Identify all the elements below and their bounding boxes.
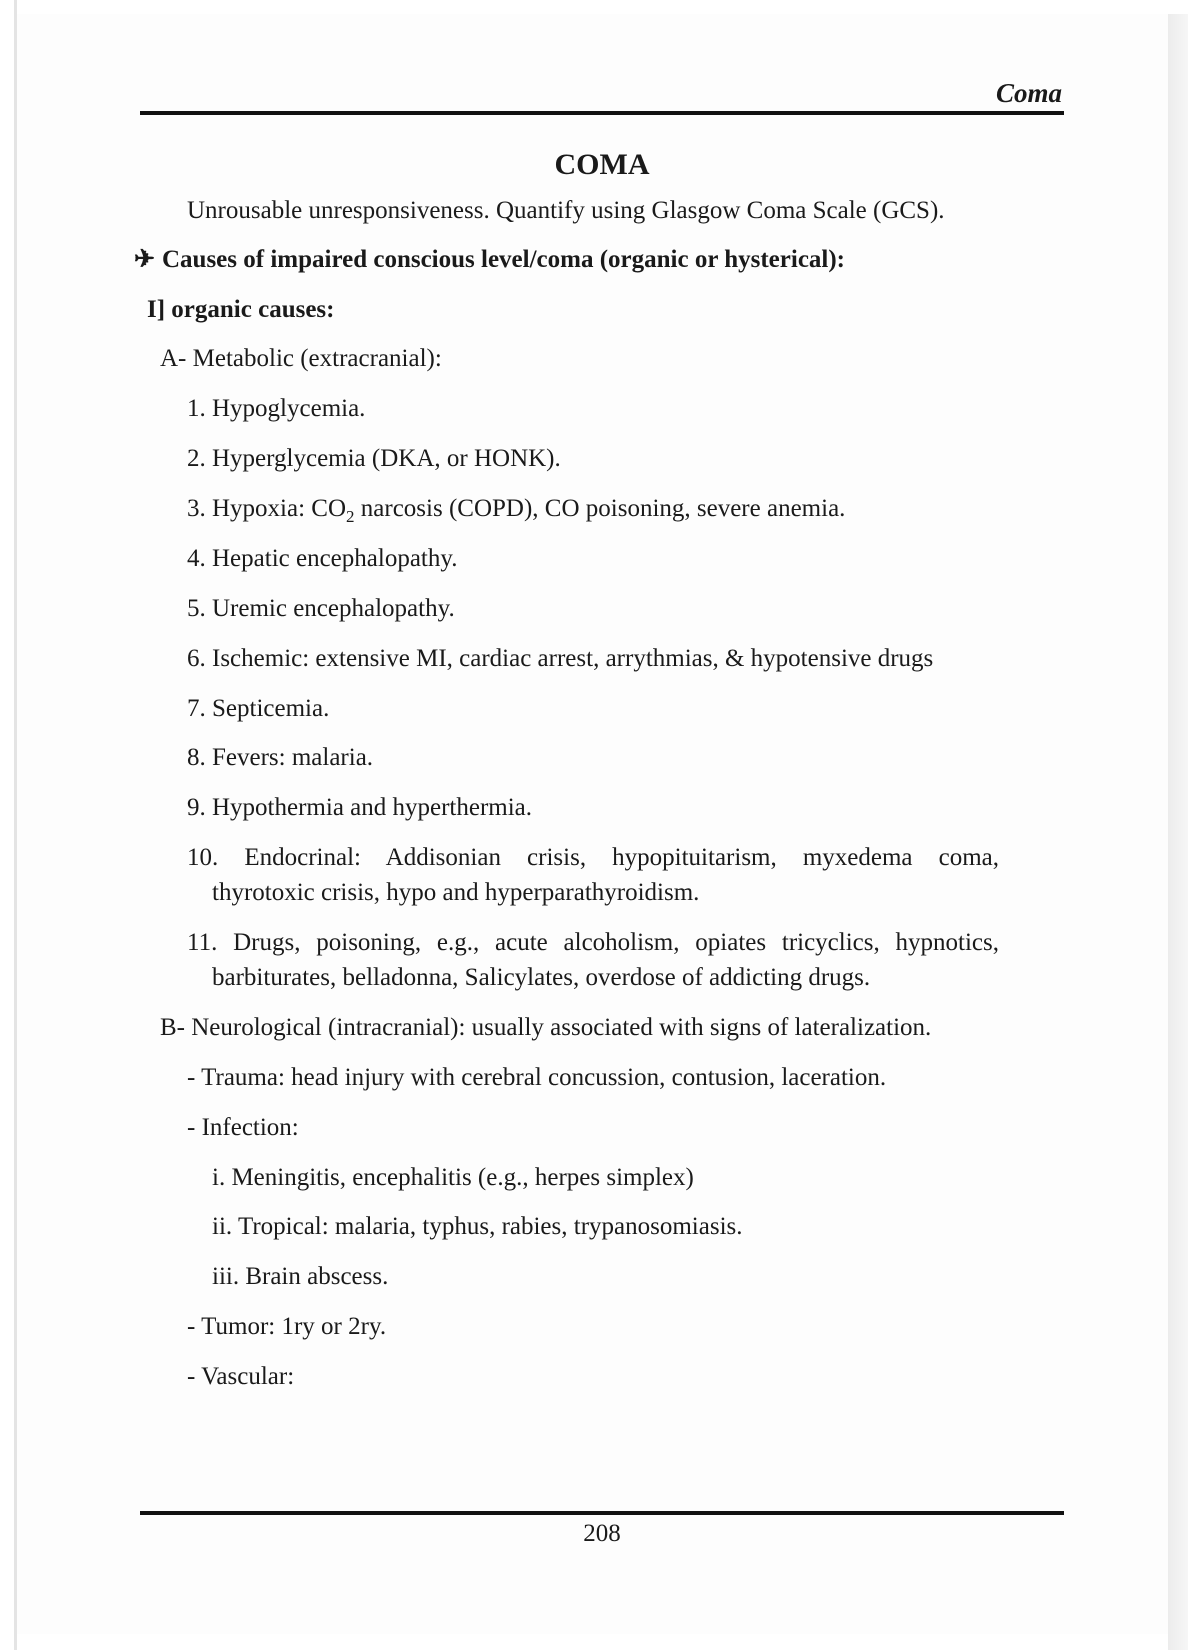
infection-item: - Infection: <box>187 1114 299 1141</box>
list-item-endocrinal-line2: thyrotoxic crisis, hypo and hyperparathyroidism. <box>212 879 700 906</box>
list-item: 1. Hypoglycemia. <box>187 395 366 422</box>
sub-list-item: iii. Brain abscess. <box>212 1263 389 1290</box>
list-item-drugs-line2: barbiturates, belladonna, Salicylates, overdose of addicting drugs. <box>212 964 871 991</box>
footer-rule <box>140 1511 1064 1515</box>
page-edge-right <box>1168 14 1188 1650</box>
list-item-endocrinal-line1: 10. Endocrinal: Addisonian crisis, hypopituitarism, myxedema coma, <box>187 844 999 871</box>
list-item: 5. Uremic encephalopathy. <box>187 595 455 622</box>
list-item: 6. Ischemic: extensive MI, cardiac arrest, arrythmias, & hypotensive drugs <box>187 645 934 672</box>
list-item: 8. Fevers: malaria. <box>187 744 374 771</box>
airplane-arrow-icon: ✈ <box>134 246 155 273</box>
sub-list-item: i. Meningitis, encephalitis (e.g., herpes simplex) <box>212 1164 694 1191</box>
list-item: 7. Septicemia. <box>187 695 330 722</box>
list-item: 9. Hypothermia and hyperthermia. <box>187 794 533 821</box>
list-item-hypoxia: 3. Hypoxia: $CO_2$ narcosis (COPD), CO poisoning, severe anemia. <box>187 495 846 526</box>
organic-causes-heading: I] organic causes: <box>147 296 335 323</box>
trauma-item: - Trauma: head injury with cerebral concussion, contusion, laceration. <box>187 1064 887 1091</box>
neurological-heading: B- Neurological (intracranial): usually associated with signs of lateralization. <box>160 1014 932 1041</box>
metabolic-heading: A- Metabolic (extracranial): <box>160 345 442 372</box>
running-head: Coma <box>995 78 1062 108</box>
causes-heading <box>134 245 845 275</box>
intro-text: Unrousable unresponsiveness. Quantify using Glasgow Coma Scale (GCS). <box>187 197 945 224</box>
list-item: 2. Hyperglycemia (DKA, or HONK). <box>187 445 561 472</box>
vascular-item: - Vascular: <box>187 1363 295 1390</box>
list-item: 4. Hepatic encephalopathy. <box>187 545 458 572</box>
sub-list-item: ii. Tropical: malaria, typhus, rabies, trypanosomiasis. <box>212 1213 743 1240</box>
header-rule <box>140 111 1064 115</box>
tumor-item: - Tumor: 1ry or 2ry. <box>187 1313 387 1340</box>
page-title: COMA <box>554 148 650 181</box>
page-number: 208 <box>583 1520 621 1547</box>
list-item-drugs-line1: 11. Drugs, poisoning, e.g., acute alcoholism, opiates tricyclics, hypnotics, <box>187 929 999 956</box>
causes-heading-text: Causes of impaired conscious level/coma (organic or hysterical): <box>162 246 846 273</box>
